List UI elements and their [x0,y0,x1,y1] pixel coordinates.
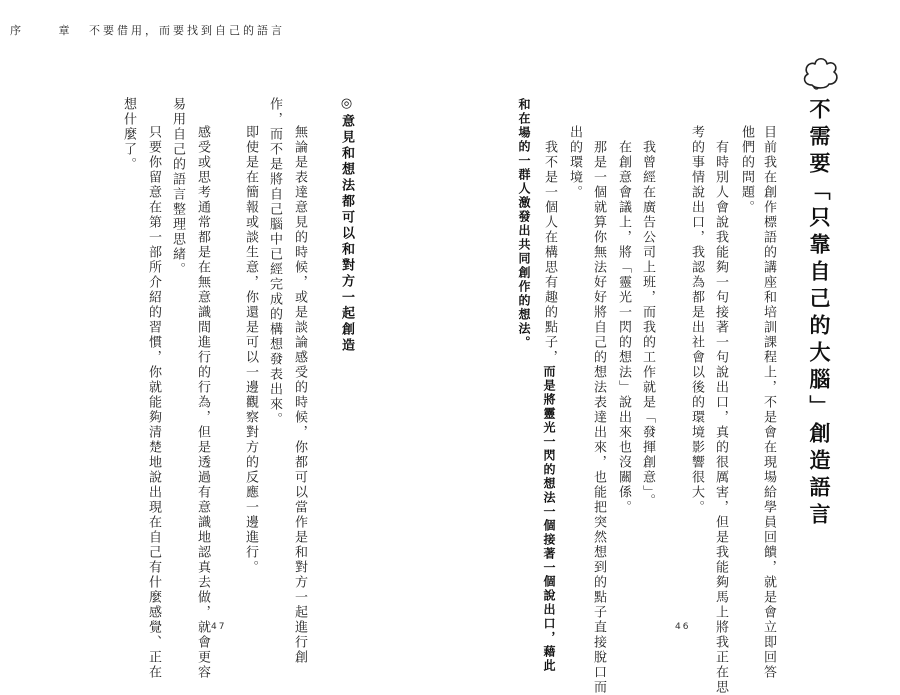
paragraph-line: 作，而不是將自己腦中已經完成的構想發表出來。 [267,97,282,427]
running-head-chapter: 章 [58,24,73,37]
paragraph-line: 我曾經在廣告公司上班，而我的工作就是「發揮創意」。 [640,140,655,509]
paragraph-line: 感受或思考通常都是在無意識間進行的行為，但是透過有意識地認真去做，就會更容 [195,125,210,680]
paragraph-line: 他們的問題。 [739,125,754,215]
paragraph-line: 考的事情說出口，我認為都是出社會以後的環境影響很大。 [689,125,704,515]
paragraph-line: 目前我在創作標語的講座和培訓課程上，不是會在現場給學員回饋，就是會立即回答 [761,125,776,680]
paragraph-line: 那是一個就算你無法好好將自己的想法表達出來，也能把突然想到的點子直接脫口而 [591,140,606,695]
paragraph-line: 有時別人會說我能夠一句接著一句說出口，真的很厲害，但是我能夠馬上將我正在思 [713,140,728,695]
running-head-title: 不要借用，而要找到自己的語言 [89,24,285,37]
section-subheading: ◎意見和想法都可以和對方一起創造 [339,96,354,354]
paragraph-text: 我不是一個人在構思有趣的點子， [542,140,557,365]
paragraph-line: 無論是表達意見的時候，或是談論感受的時候，你都可以當作是和對方一起進行創 [292,125,307,665]
emphasis-line: 和在場的一群人激發出共同創作的想法。 [517,98,531,350]
paragraph-line: 出的環境。 [567,125,582,200]
page-number-right: 46 [675,622,691,632]
paragraph-line: 即使是在簡報或談生意，你還是可以一邊觀察對方的反應一邊進行。 [243,125,258,575]
running-head-preface: 序 [10,24,24,37]
paragraph-line: 在創意會議上，將「靈光一閃的想法」說出來也沒關係。 [616,140,631,515]
cloud-icon [800,55,840,91]
paragraph-line: 只要你留意在第一部所介紹的習慣，你就能夠清楚地說出現在自己有什麼感覺、正在 [146,125,161,680]
paragraph-line: 想什麼了。 [121,97,136,172]
paragraph-line: 易用自己的語言整理思緒。 [170,97,185,277]
running-head [10,22,285,42]
chapter-heading: 不需要「只靠自己的大腦」創造語言 [807,98,831,530]
emphasis-text: 而是將靈光一閃的想法一個接著一個說出口，藉此 [542,365,556,673]
page-number-left: 47 [211,622,227,632]
paragraph-line-mixed [543,140,556,673]
